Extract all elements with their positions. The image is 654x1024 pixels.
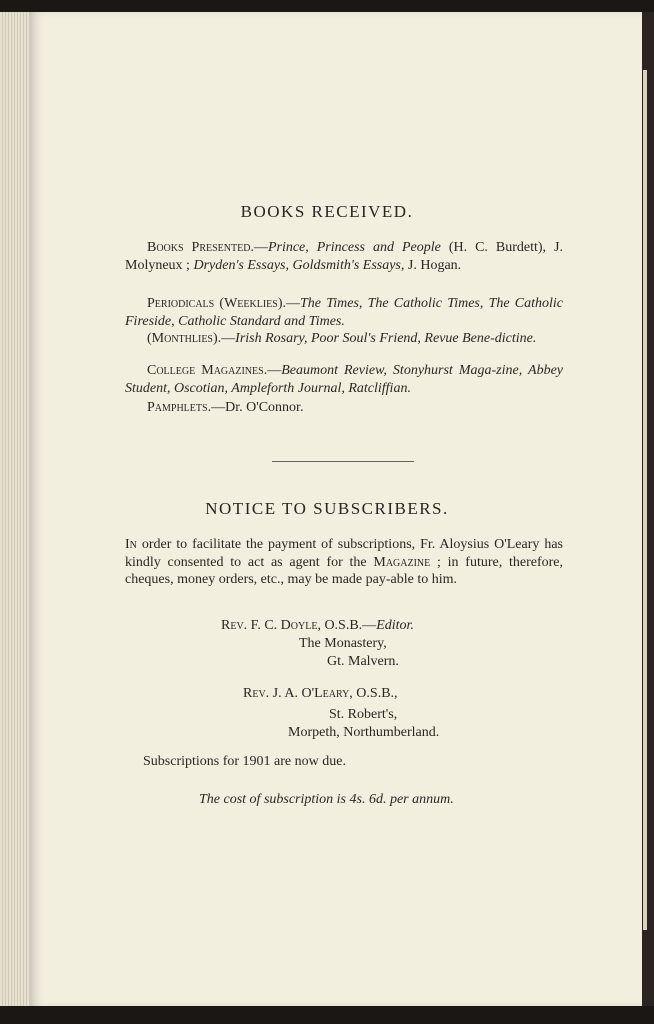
monthlies-titles: Irish Rosary, Poor Soul's Friend, Revue Bene-dictine. bbox=[235, 331, 537, 346]
editor-role: Editor. bbox=[376, 618, 414, 633]
college-magazines-label: College Magazines.— bbox=[147, 363, 282, 378]
subscription-cost: The cost of subscription is 4s. 6d. per annum. bbox=[199, 792, 454, 807]
editor-address-2: Gt. Malvern. bbox=[327, 654, 399, 669]
subscriptions-due: Subscriptions for 1901 are now due. bbox=[143, 754, 346, 769]
agent-address-2: Morpeth, Northumberland. bbox=[288, 725, 440, 740]
books-presented-label: Books Presented.— bbox=[147, 240, 268, 255]
books-presented-title-1: Prince, Princess and People bbox=[267, 240, 441, 255]
books-received-heading: BOOKS RECEIVED. bbox=[240, 202, 414, 221]
magazine-word: Magazine bbox=[373, 554, 431, 570]
periodicals-monthlies-entry bbox=[125, 330, 563, 348]
pamphlets-entry bbox=[125, 399, 563, 417]
agent-name: Rev. J. A. O'Leary, O.S.B., bbox=[243, 686, 398, 701]
college-magazines-entry bbox=[125, 362, 563, 397]
notice-body-1: order to facilitate the payment of subscriptions, Fr. Aloysius O'Leary has kindly consented to act as agent for the bbox=[125, 537, 563, 570]
books-presented-author-2: J. Hogan. bbox=[404, 257, 462, 273]
weeklies-titles: The Times, The Catholic Times, The Catholic Fireside, Catholic Standard and Times. bbox=[125, 296, 563, 329]
notice-body bbox=[125, 536, 563, 589]
editor-address-1: The Monastery, bbox=[299, 636, 387, 651]
agent-address-1: St. Robert's, bbox=[329, 707, 398, 722]
notice-body-2: ; in future, therefore, cheques, money orders, etc., may be made pay-able to him. bbox=[125, 554, 563, 587]
periodicals-weeklies-entry bbox=[125, 295, 563, 330]
books-presented-entry bbox=[125, 239, 563, 274]
pamphlets-text: Dr. O'Connor. bbox=[225, 400, 304, 415]
college-magazines-titles: Beaumont Review, Stonyhurst Maga-zine, Abbey Student, Oscotian, Ampleforth Journal, Ratcliffian. bbox=[125, 363, 563, 396]
books-presented-author-1: (H. C. Burdett), J. Molyneux ; bbox=[125, 240, 563, 273]
section-divider bbox=[272, 461, 414, 462]
editor-name: Rev. F. C. Doyle, O.S.B.— bbox=[221, 618, 377, 633]
weeklies-label: Periodicals (Weeklies).— bbox=[147, 296, 301, 311]
monthlies-label: (Monthlies).— bbox=[147, 331, 236, 346]
pamphlets-label: Pamphlets.— bbox=[147, 400, 226, 415]
notice-first-word: In bbox=[125, 537, 137, 552]
notice-heading: NOTICE TO SUBSCRIBERS. bbox=[205, 499, 449, 518]
editor-name-line bbox=[221, 617, 414, 634]
books-presented-title-2: Dryden's Essays, Goldsmith's Essays, bbox=[193, 257, 405, 273]
